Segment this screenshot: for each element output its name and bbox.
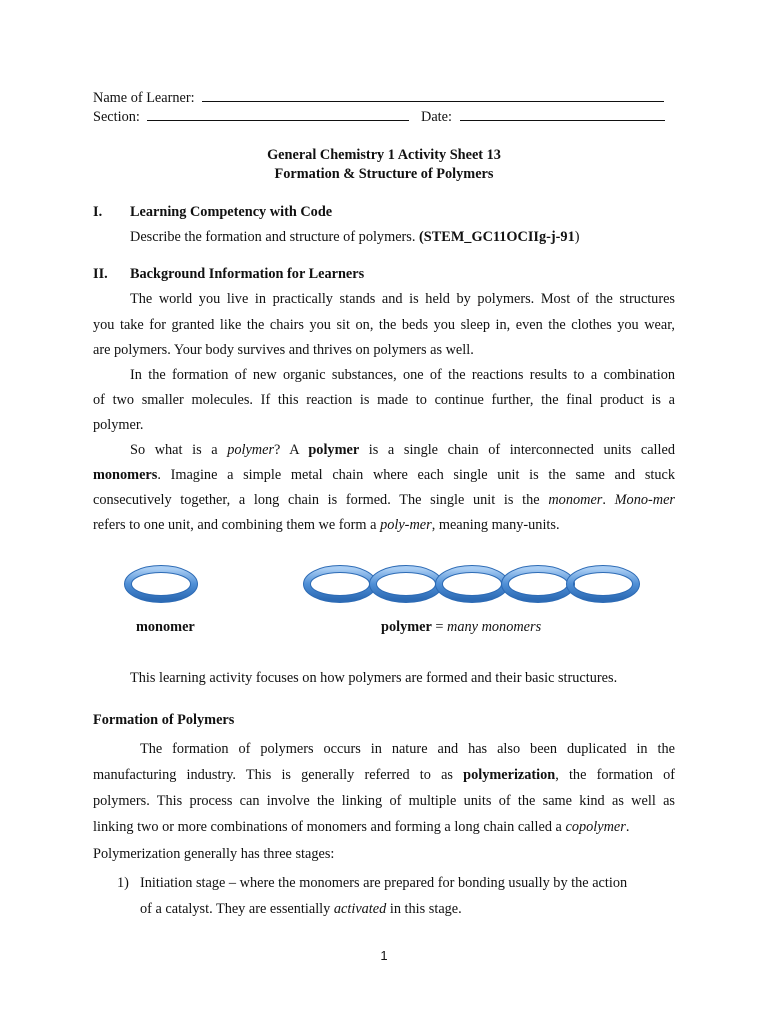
- formation-bold: polymerization: [463, 767, 556, 783]
- formation-heading: Formation of Polymers: [93, 712, 235, 728]
- paragraph-1-line-1: The world you live in practically stands and is held by polymers. Most of the structures: [130, 291, 675, 307]
- list-item-1-line-1: Initiation stage – where the monomers are prepared for bonding usually by the action: [140, 875, 628, 891]
- formation-line-4: [93, 819, 629, 836]
- formation-italic: copolymer: [565, 819, 626, 835]
- paragraph-2-line-1: In the formation of new organic substances, one of the reactions results to a combination: [130, 367, 675, 383]
- formation-line-5: Polymerization generally has three stages:: [93, 846, 335, 862]
- paragraph-1-line-2: you take for granted like the chairs you sit on, the beds you sleep in, even the clothes you wear,: [93, 317, 675, 333]
- title-line-2: Formation & Structure of Polymers: [274, 166, 494, 182]
- competency-description: Describe the formation and structure of polymers.: [130, 229, 416, 245]
- section-1-heading: Learning Competency with Code: [130, 204, 333, 220]
- p3-text: refers to one unit, and combining them we form a: [93, 517, 381, 533]
- formation-line-3: polymers. This process can involve the linking of multiple units of the same kind as well as: [93, 793, 675, 809]
- monomer-ring: [125, 566, 198, 603]
- polymer-ring-2: [370, 566, 443, 603]
- list-item-1-line-2: [140, 901, 462, 918]
- p3-text: consecutively together, a long chain is formed. The single unit is the: [93, 492, 549, 508]
- p3-text: is a single chain of interconnected units called: [359, 442, 675, 458]
- polymer-label: polymer: [381, 619, 432, 635]
- polymer-label-group: [381, 619, 541, 636]
- section-2-heading: Background Information for Learners: [130, 266, 365, 282]
- name-of-learner-label: Name of Learner:: [93, 90, 195, 106]
- competency-code-close: ): [574, 229, 580, 245]
- p3-text: . Imagine a simple metal chain where each single unit is the same and stuck: [157, 467, 675, 483]
- formation-text: .: [625, 819, 630, 835]
- p3-text: , meaning many-units.: [431, 517, 560, 533]
- p3-text: .: [602, 492, 615, 508]
- competency-code: (STEM_GC11OCIIg-j-91: [419, 229, 575, 245]
- list-text: of a catalyst. They are essentially: [140, 901, 334, 917]
- p3-italic: monomer: [548, 492, 603, 508]
- p3-text: ? A: [274, 442, 309, 458]
- p3-italic: Mono-mer: [614, 492, 675, 508]
- polymer-description: many monomers: [447, 619, 542, 635]
- date-label: Date:: [421, 109, 452, 125]
- list-italic: activated: [333, 901, 387, 917]
- list-text: in this stage.: [386, 901, 462, 917]
- polymer-ring-3: [436, 566, 509, 603]
- formation-text: , the formation of: [555, 767, 675, 783]
- formation-text: linking two or more combinations of monomers and forming a long chain called a: [93, 819, 566, 835]
- formation-line-1: The formation of polymers occurs in nature and has also been duplicated in the: [140, 741, 675, 757]
- section-2-numeral: II.: [93, 266, 108, 282]
- section-label: Section:: [93, 109, 140, 125]
- polymer-equals: =: [431, 619, 448, 635]
- paragraph-2-line-3: polymer.: [93, 417, 144, 433]
- section-1-numeral: I.: [93, 204, 103, 220]
- title-line-1: General Chemistry 1 Activity Sheet 13: [267, 147, 501, 163]
- page-number: 1: [380, 948, 388, 963]
- focus-statement: This learning activity focuses on how polymers are formed and their basic structures.: [130, 670, 618, 686]
- p3-bold: polymer: [308, 442, 360, 458]
- polymer-ring-4: [502, 566, 575, 603]
- polymer-ring-5: [567, 566, 640, 603]
- p3-text: So what is a: [130, 442, 228, 458]
- p3-italic: polymer: [227, 442, 275, 458]
- paragraph-1-line-3: are polymers. Your body survives and thrives on polymers as well.: [93, 342, 474, 358]
- list-item-1-number: 1): [117, 875, 129, 891]
- formation-line-2: [93, 767, 675, 784]
- monomer-label: monomer: [136, 619, 195, 635]
- polymer-ring-1: [304, 566, 377, 603]
- formation-text: manufacturing industry. This is generally referred to as: [93, 767, 464, 783]
- p3-bold: monomers: [93, 467, 158, 483]
- paragraph-2-line-2: of two smaller molecules. If this reaction is made to continue further, the final product is a: [93, 392, 675, 408]
- p3-italic: poly-mer: [380, 517, 432, 533]
